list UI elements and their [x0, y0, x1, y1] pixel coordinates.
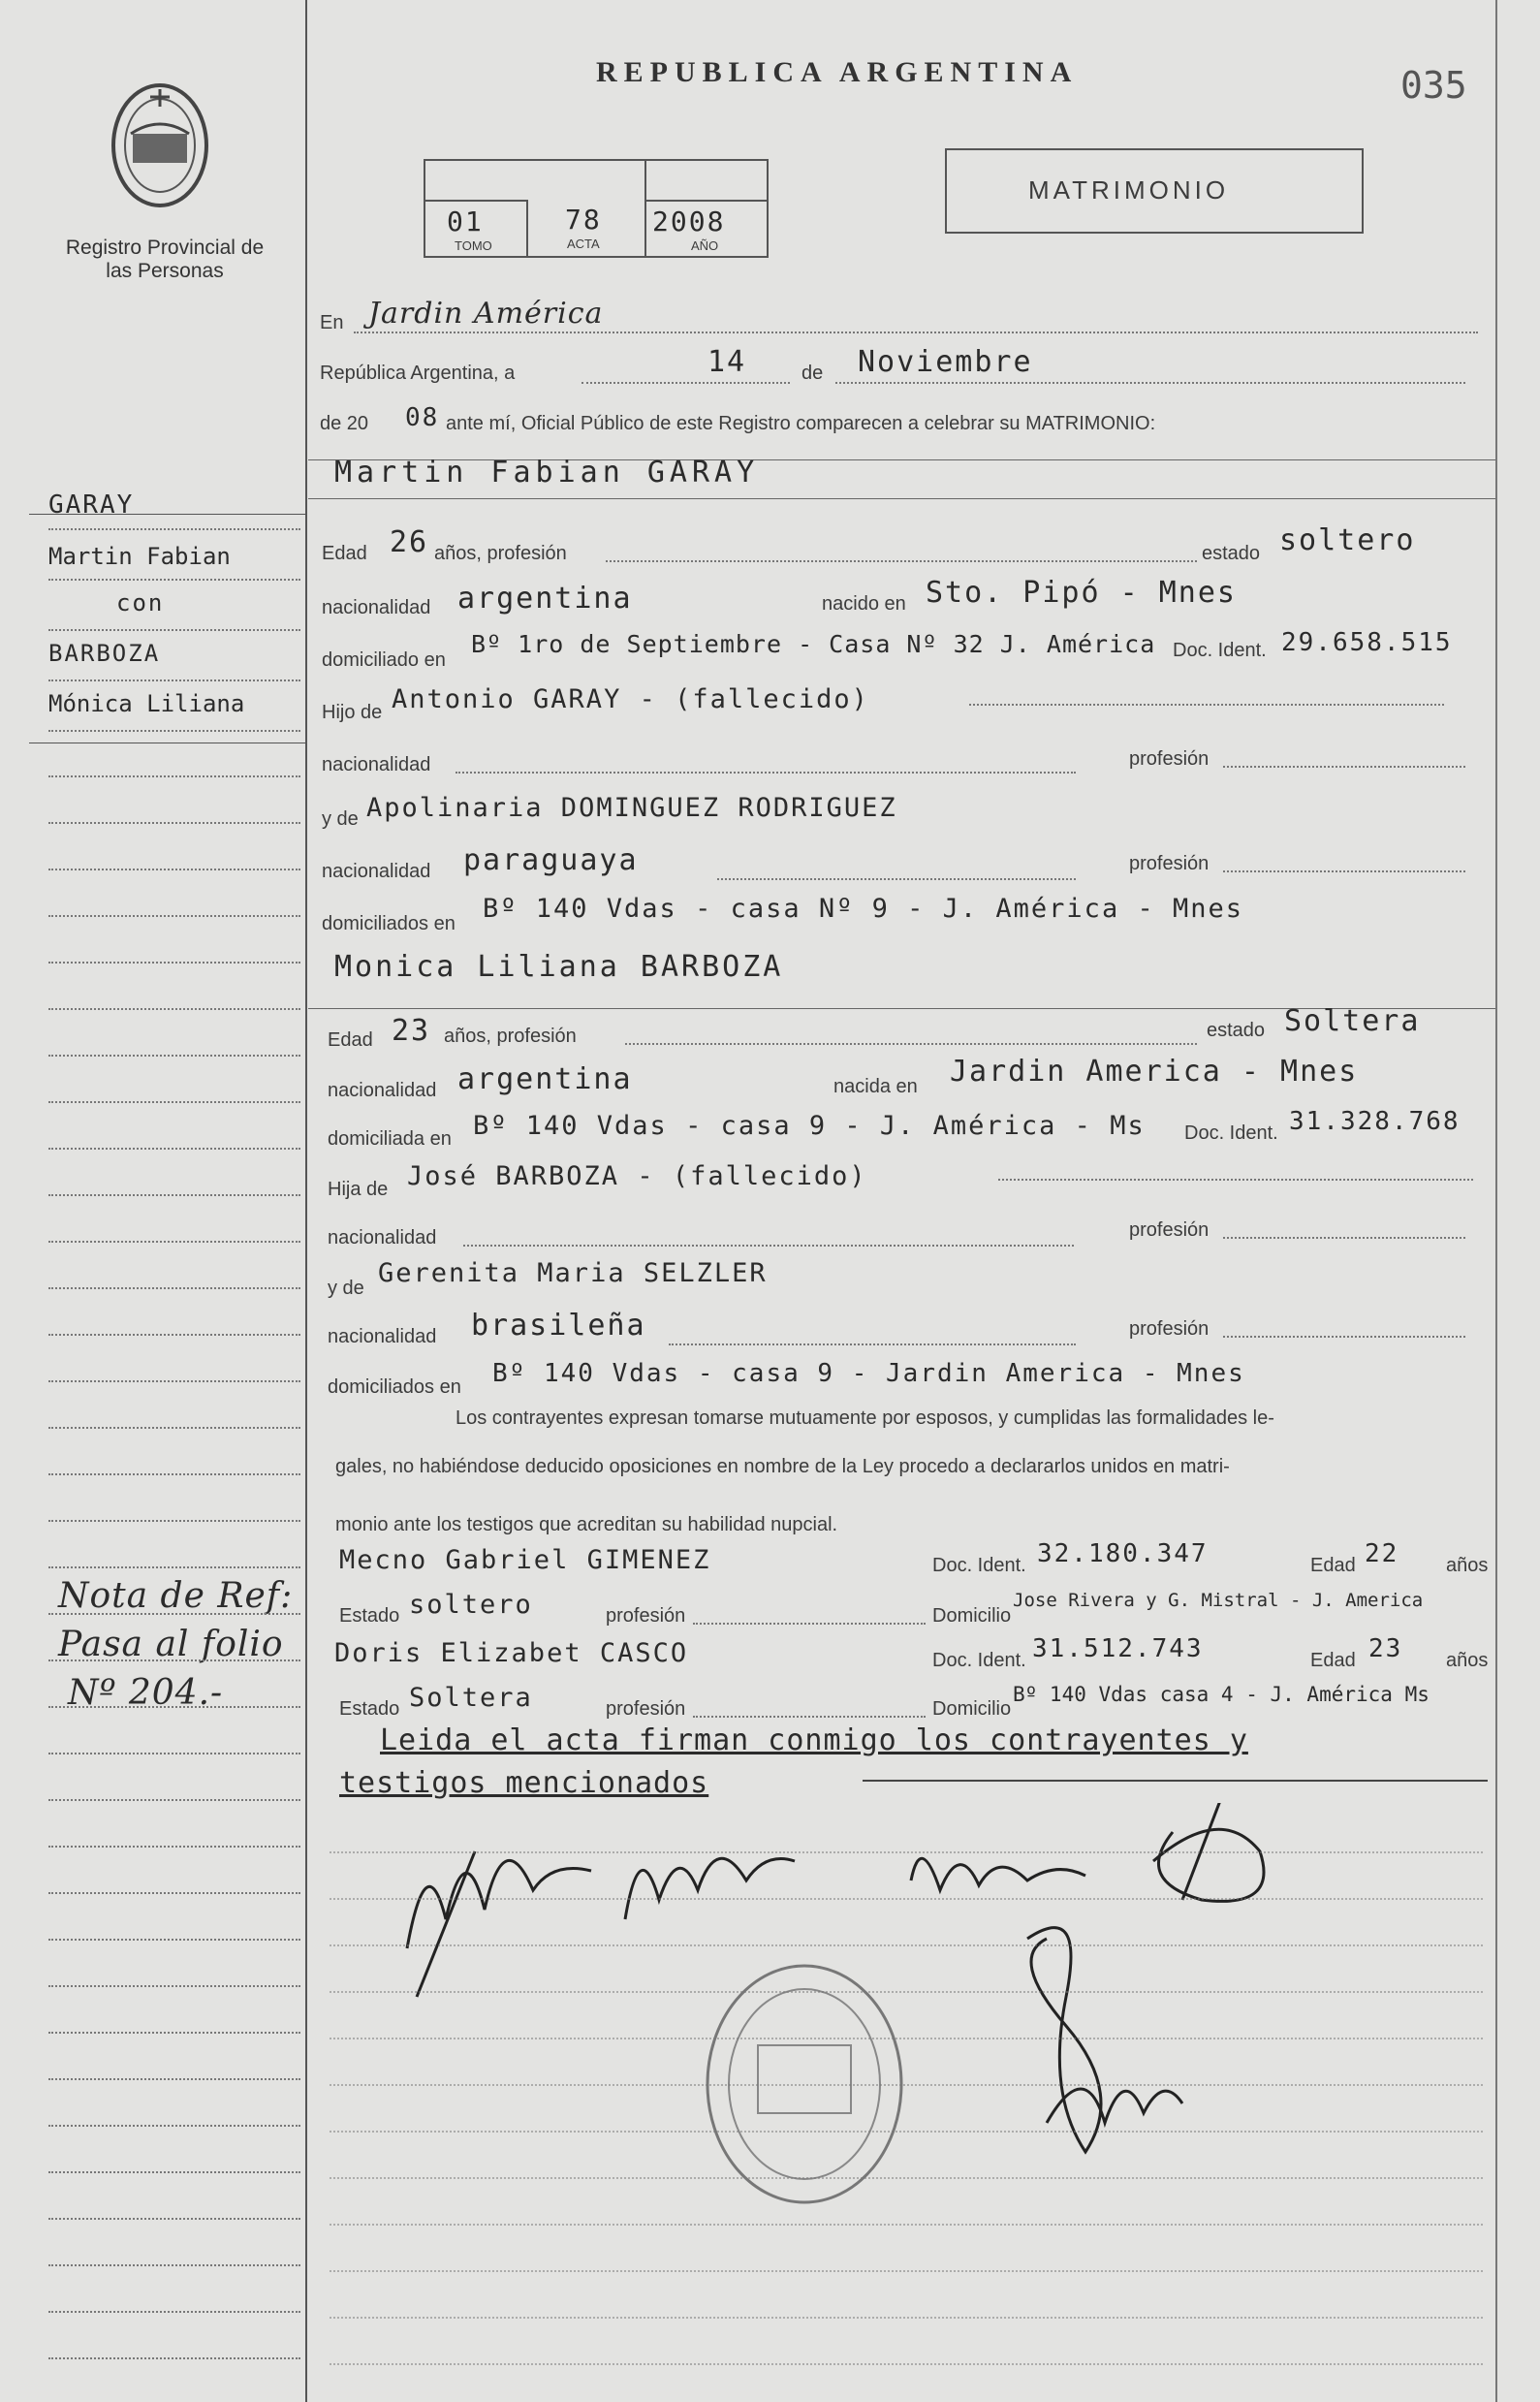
- groom-address: Bº 1ro de Septiembre - Casa Nº 32 J. América: [471, 630, 1156, 658]
- groom-father-line: [969, 704, 1444, 706]
- bride-domiciliada-label: domiciliada en: [328, 1128, 452, 1150]
- groom-domiciliado-label: domiciliado en: [322, 649, 446, 671]
- groom-father: Antonio GARAY - (fallecido): [392, 684, 869, 714]
- body-dotted-line: [330, 1944, 1483, 1946]
- groom-name-rule: [308, 498, 1495, 499]
- witness-1-domicilio-label: Domicilio: [932, 1605, 1012, 1627]
- margin-dotted-line: [48, 1939, 300, 1941]
- margin-dotted-line: [48, 730, 300, 732]
- witness-1-signature-icon: [911, 1858, 1085, 1890]
- groom-mother-nac-line: [717, 878, 1076, 880]
- witness-1-estado-label: Estado: [339, 1605, 400, 1627]
- ano-value: 2008: [652, 205, 726, 237]
- margin-dotted-line: [48, 2078, 300, 2080]
- bride-edad-label: Edad: [328, 1029, 373, 1051]
- body-dotted-line: [330, 1851, 1483, 1853]
- place-line: [354, 332, 1478, 333]
- margin-dotted-line: [48, 1008, 300, 1010]
- bride-address: Bº 140 Vdas - casa 9 - J. América - Ms: [473, 1111, 1146, 1141]
- groom-mother-prof-line: [1223, 870, 1465, 872]
- bride-father-profesion-label: profesión: [1129, 1219, 1210, 1241]
- groom-father-nac-line: [456, 772, 1076, 774]
- acta-label: ACTA: [567, 237, 600, 251]
- witness-1-profesion-label: profesión: [606, 1605, 686, 1627]
- margin-dotted-line: [48, 528, 300, 530]
- margin-dotted-line: [48, 1985, 300, 1987]
- misiones-coat-of-arms-icon: [102, 78, 218, 213]
- bride-age: 23: [392, 1014, 431, 1048]
- witness-1-anos-label: años: [1446, 1555, 1489, 1576]
- intro-text: ante mí, Oficial Público de este Registro comparecen a celebrar su MATRIMONIO:: [446, 413, 1156, 434]
- margin-index-surname-2: BARBOZA: [48, 640, 161, 667]
- month-line: [835, 382, 1465, 384]
- witness-2-prof-line: [693, 1716, 926, 1718]
- margin-dotted-line: [48, 869, 300, 870]
- bride-mother-prof-line: [1223, 1336, 1465, 1338]
- margin-dotted-line: [48, 2357, 300, 2359]
- bride-doc: 31.328.768: [1289, 1107, 1461, 1136]
- body-dotted-line: [330, 2270, 1483, 2272]
- bride-name: Monica Liliana BARBOZA: [334, 950, 784, 984]
- bride-mother: Gerenita Maria SELZLER: [378, 1258, 768, 1288]
- groom-hijo-label: Hijo de: [322, 702, 383, 723]
- margin-dotted-line: [48, 2311, 300, 2313]
- body-dotted-line: [330, 2224, 1483, 2226]
- margin-dotted-line: [48, 962, 300, 964]
- margin-dotted-line: [48, 2125, 300, 2127]
- margin-index-name-2: Mónica Liliana: [48, 690, 245, 717]
- groom-anos-profesion-label: años, profesión: [434, 543, 567, 564]
- bride-father-prof-line: [1223, 1237, 1465, 1239]
- body-dotted-line: [330, 2084, 1483, 2086]
- groom-profesion-line: [606, 560, 1197, 562]
- witness-2-edad-label: Edad: [1310, 1650, 1356, 1671]
- bride-doc-label: Doc. Ident.: [1184, 1122, 1278, 1144]
- witness-2-age: 23: [1368, 1634, 1403, 1663]
- groom-mother-nacionalidad-label: nacionalidad: [322, 861, 431, 882]
- marriage-place: Jardin América: [368, 297, 604, 331]
- bride-father-nac-line: [463, 1245, 1074, 1247]
- bride-mother-nacionalidad-label: nacionalidad: [328, 1326, 437, 1347]
- closing-rule: [863, 1780, 1488, 1782]
- margin-dotted-line: [48, 1241, 300, 1243]
- bride-birthplace: Jardin America - Mnes: [950, 1055, 1359, 1089]
- witness-2-name: Doris Elizabet CASCO: [334, 1638, 689, 1668]
- bride-signature-icon: [625, 1858, 795, 1919]
- witness-2-doc-label: Doc. Ident.: [932, 1650, 1026, 1671]
- country-title: REPUBLICA ARGENTINA: [596, 56, 1079, 88]
- body-dotted-line: [330, 1991, 1483, 1993]
- body-dotted-line: [330, 2038, 1483, 2039]
- groom-mother: Apolinaria DOMINGUEZ RODRIGUEZ: [366, 793, 897, 823]
- witness-2-profesion-label: profesión: [606, 1698, 686, 1720]
- signatures-area: [388, 1803, 1531, 2210]
- bride-parents-domicilio-label: domiciliados en: [328, 1376, 461, 1398]
- body-dotted-line: [330, 2177, 1483, 2179]
- bride-mother-nacionalidad: brasileña: [471, 1309, 646, 1343]
- marriage-month: Noviembre: [858, 345, 1033, 379]
- witness-2-anos-label: años: [1446, 1650, 1489, 1671]
- record-type-label: MATRIMONIO: [1028, 175, 1230, 205]
- body-dotted-line: [330, 1898, 1483, 1900]
- body-dotted-line: [330, 2363, 1483, 2365]
- margin-dotted-line: [48, 1334, 300, 1336]
- bride-father-nacionalidad-label: nacionalidad: [328, 1227, 437, 1248]
- groom-parents-address: Bº 140 Vdas - casa Nº 9 - J. América - Mnes: [483, 894, 1243, 924]
- bride-estado-label: estado: [1207, 1020, 1266, 1041]
- bride-nacionalidad: argentina: [457, 1062, 633, 1096]
- bride-mother-nac-line: [669, 1343, 1076, 1345]
- margin-dotted-line: [48, 1846, 300, 1848]
- margin-index-con: con: [116, 589, 165, 616]
- groom-mother-profesion-label: profesión: [1129, 853, 1210, 874]
- de-label: de: [801, 363, 824, 384]
- groom-name: Martin Fabian GARAY: [334, 456, 760, 490]
- witness-1-edad-label: Edad: [1310, 1555, 1356, 1576]
- left-column-rule: [305, 0, 307, 2402]
- margin-dotted-line: [48, 2264, 300, 2266]
- bride-mother-profesion-label: profesión: [1129, 1318, 1210, 1340]
- groom-signature-icon: [407, 1851, 591, 1997]
- republica-label: República Argentina, a: [320, 363, 516, 384]
- groom-estado-label: estado: [1202, 543, 1261, 564]
- groom-y-de-label: y de: [322, 808, 359, 830]
- record-type-box: [945, 148, 1364, 234]
- witness-1-prof-line: [693, 1623, 926, 1625]
- margin-dotted-line: [48, 1473, 300, 1475]
- groom-edad-label: Edad: [322, 543, 367, 564]
- page-number: 035: [1400, 64, 1467, 107]
- margin-dotted-line: [48, 2218, 300, 2220]
- en-label: En: [320, 312, 344, 333]
- bride-profesion-line: [625, 1043, 1197, 1045]
- marriage-day: 14: [707, 345, 747, 379]
- margin-ref-note-3: Nº 204.-: [68, 1673, 224, 1713]
- witness-2-domicilio: Bº 140 Vdas casa 4 - J. América Ms: [1013, 1683, 1430, 1706]
- witness-2-domicilio-label: Domicilio: [932, 1698, 1012, 1720]
- margin-dotted-line: [48, 1287, 300, 1289]
- margin-dotted-line: [48, 822, 300, 824]
- margin-dotted-line: [48, 1055, 300, 1057]
- margin-dotted-line: [48, 1380, 300, 1382]
- margin-dotted-line: [48, 1799, 300, 1801]
- groom-estado: soltero: [1279, 523, 1416, 557]
- tomo-acta-ano-box: [424, 159, 769, 258]
- margin-dotted-line: [48, 1566, 300, 1568]
- witness-1-doc-label: Doc. Ident.: [932, 1555, 1026, 1576]
- witness-1-name: Mecno Gabriel GIMENEZ: [339, 1545, 711, 1575]
- bride-nacida-label: nacida en: [833, 1076, 918, 1097]
- margin-dotted-line: [48, 2032, 300, 2034]
- margin-dotted-line: [48, 1659, 300, 1661]
- margin-ref-note-1: Nota de Ref:: [58, 1576, 294, 1616]
- margin-dotted-line: [48, 915, 300, 917]
- groom-mother-nacionalidad: paraguaya: [463, 843, 639, 877]
- bride-estado: Soltera: [1284, 1004, 1421, 1038]
- declaration-line-3: monio ante los testigos que acreditan su habilidad nupcial.: [335, 1514, 838, 1535]
- groom-father-profesion-label: profesión: [1129, 748, 1210, 770]
- witness-1-estado: soltero: [409, 1590, 533, 1620]
- margin-dotted-line: [48, 1427, 300, 1429]
- groom-nacionalidad: argentina: [457, 582, 633, 616]
- margin-dotted-line: [48, 1148, 300, 1150]
- day-line: [581, 382, 790, 384]
- witness-1-domicilio: Jose Rivera y G. Mistral - J. America: [1013, 1590, 1424, 1611]
- margin-dotted-line: [48, 1892, 300, 1894]
- ano-cell: [646, 200, 767, 258]
- witness-2-estado: Soltera: [409, 1683, 533, 1713]
- groom-doc-label: Doc. Ident.: [1173, 640, 1267, 661]
- bride-anos-profesion-label: años, profesión: [444, 1026, 577, 1047]
- acta-value: 78: [565, 204, 602, 236]
- tomo-label: TOMO: [455, 238, 492, 253]
- margin-dotted-line: [48, 680, 300, 681]
- groom-nacido-label: nacido en: [822, 593, 906, 615]
- year-suffix: 08: [405, 403, 440, 432]
- body-dotted-line: [330, 2131, 1483, 2133]
- groom-parents-domicilio-label: domiciliados en: [322, 913, 456, 934]
- closing-line-2: testigos mencionados: [339, 1766, 709, 1800]
- bride-parents-address: Bº 140 Vdas - casa 9 - Jardin America - Mnes: [492, 1359, 1245, 1388]
- declaration-line-2: gales, no habiéndose deducido oposiciones en nombre de la Ley procedo a declararlos unidos en matri-: [335, 1456, 1230, 1477]
- margin-dotted-line: [48, 2171, 300, 2173]
- witness-2-estado-label: Estado: [339, 1698, 400, 1720]
- bride-nacionalidad-label: nacionalidad: [328, 1080, 437, 1101]
- margin-dotted-line: [48, 629, 300, 631]
- margin-dotted-line: [48, 1194, 300, 1196]
- margin-dotted-line: [48, 1101, 300, 1103]
- margin-dotted-line: [48, 1706, 300, 1708]
- groom-nacionalidad-label: nacionalidad: [322, 597, 431, 618]
- margin-dotted-line: [48, 1753, 300, 1754]
- bride-y-de-label: y de: [328, 1278, 364, 1299]
- groom-father-prof-line: [1223, 766, 1465, 768]
- body-dotted-line: [330, 2317, 1483, 2319]
- bride-father-line: [998, 1179, 1473, 1181]
- margin-dotted-line: [48, 579, 300, 581]
- bride-father: José BARBOZA - (fallecido): [407, 1161, 867, 1191]
- margin-dotted-line: [48, 775, 300, 777]
- groom-father-nacionalidad-label: nacionalidad: [322, 754, 431, 775]
- margin-ref-note-2: Pasa al folio: [58, 1625, 284, 1664]
- margin-index-name-1: Martin Fabian: [48, 543, 231, 570]
- margin-index-surname-1: GARAY: [48, 490, 135, 520]
- margin-dotted-line: [48, 1613, 300, 1615]
- witness-1-doc: 32.180.347: [1037, 1539, 1209, 1568]
- witness-2-doc: 31.512.743: [1032, 1634, 1204, 1663]
- closing-line-1: Leida el acta firman conmigo los contrayentes y: [380, 1723, 1248, 1757]
- declaration-line-1: Los contrayentes expresan tomarse mutuamente por esposos, y cumplidas las formalidades le-: [456, 1407, 1274, 1429]
- groom-birthplace: Sto. Pipó - Mnes: [926, 576, 1237, 610]
- groom-doc: 29.658.515: [1281, 628, 1453, 657]
- year-prefix: de 20: [320, 413, 369, 434]
- margin-dotted-line: [48, 1520, 300, 1522]
- acta-cell: [528, 161, 646, 256]
- bride-hija-label: Hija de: [328, 1179, 389, 1200]
- official-signature-icon: [1027, 1928, 1182, 2152]
- tomo-value: 01: [447, 205, 484, 237]
- groom-age: 26: [390, 525, 429, 559]
- witness-1-age: 22: [1365, 1539, 1399, 1568]
- ano-label: AÑO: [691, 238, 719, 253]
- registry-name: Registro Provincial de las Personas: [65, 237, 265, 282]
- tomo-cell: [425, 200, 528, 258]
